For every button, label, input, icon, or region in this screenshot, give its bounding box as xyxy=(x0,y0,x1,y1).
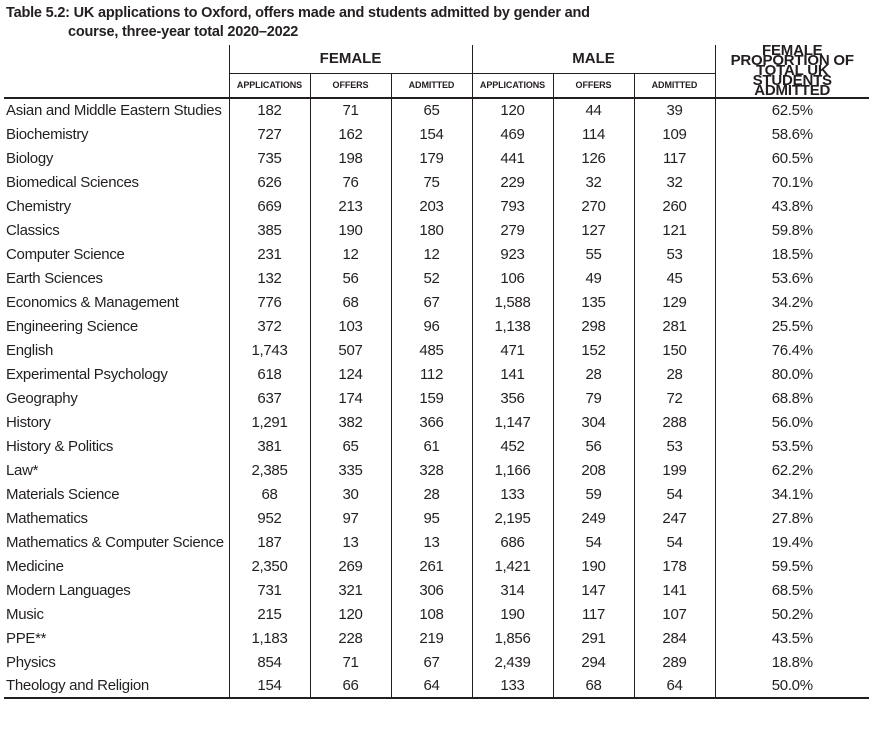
male-applications-cell: 106 xyxy=(472,266,553,290)
male-applications-cell: 133 xyxy=(472,674,553,698)
course-header xyxy=(4,73,229,98)
female-applications-cell: 1,183 xyxy=(229,626,310,650)
male-offers-cell: 249 xyxy=(553,506,634,530)
female-offers-cell: 213 xyxy=(310,194,391,218)
male-offers-cell: 304 xyxy=(553,410,634,434)
course-cell: Experimental Psychology xyxy=(6,365,168,383)
female-admitted-cell: 108 xyxy=(391,602,472,626)
male-admitted-cell: 117 xyxy=(634,146,715,170)
admissions-table xyxy=(4,42,869,699)
course-cell: Biochemistry xyxy=(6,125,89,143)
male-applications-cell: 190 xyxy=(472,602,553,626)
table-row xyxy=(4,194,869,218)
table-row xyxy=(4,482,869,506)
female-applications-cell: 2,385 xyxy=(229,458,310,482)
female-proportion-cell: 18.8% xyxy=(715,650,869,674)
male-offers-cell: 152 xyxy=(553,338,634,362)
table-row xyxy=(4,218,869,242)
table-title-line2: course, three-year total 2020–2022 xyxy=(68,24,299,40)
female-applications-cell: 952 xyxy=(229,506,310,530)
course-cell: Mathematics xyxy=(6,509,88,527)
table-row xyxy=(4,458,869,482)
female-applications-cell: 132 xyxy=(229,266,310,290)
male-offers-header: OFFERS xyxy=(553,73,634,98)
table-row xyxy=(4,386,869,410)
female-offers-cell: 68 xyxy=(310,290,391,314)
female-proportion-cell: 34.2% xyxy=(715,290,869,314)
male-applications-header: APPLICATIONS xyxy=(472,73,553,98)
male-admitted-cell: 247 xyxy=(634,506,715,530)
female-admitted-cell: 154 xyxy=(391,122,472,146)
male-applications-cell: 120 xyxy=(472,98,553,122)
female-applications-cell: 1,743 xyxy=(229,338,310,362)
female-admitted-cell: 112 xyxy=(391,362,472,386)
female-proportion-cell: 62.2% xyxy=(715,458,869,482)
male-admitted-cell: 72 xyxy=(634,386,715,410)
male-offers-cell: 68 xyxy=(553,674,634,698)
table-row xyxy=(4,242,869,266)
female-applications-cell: 2,350 xyxy=(229,554,310,578)
female-offers-cell: 120 xyxy=(310,602,391,626)
male-offers-cell: 55 xyxy=(553,242,634,266)
male-applications-cell: 1,421 xyxy=(472,554,553,578)
male-applications-cell: 1,588 xyxy=(472,290,553,314)
course-cell: Asian and Middle Eastern Studies xyxy=(6,102,222,119)
female-admitted-cell: 366 xyxy=(391,410,472,434)
male-admitted-cell: 45 xyxy=(634,266,715,290)
course-cell: Physics xyxy=(6,653,56,671)
female-proportion-cell: 60.5% xyxy=(715,146,869,170)
table-row xyxy=(4,314,869,338)
female-applications-cell: 735 xyxy=(229,146,310,170)
male-applications-cell: 1,138 xyxy=(472,314,553,338)
male-offers-cell: 126 xyxy=(553,146,634,170)
female-offers-cell: 13 xyxy=(310,530,391,554)
female-admitted-cell: 203 xyxy=(391,194,472,218)
female-proportion-cell: 50.2% xyxy=(715,602,869,626)
male-applications-cell: 452 xyxy=(472,434,553,458)
male-applications-cell: 2,195 xyxy=(472,506,553,530)
female-proportion-cell: 53.6% xyxy=(715,266,869,290)
male-applications-cell: 469 xyxy=(472,122,553,146)
male-offers-cell: 79 xyxy=(553,386,634,410)
female-proportion-cell: 27.8% xyxy=(715,506,869,530)
table-row xyxy=(4,674,869,698)
female-offers-cell: 103 xyxy=(310,314,391,338)
female-applications-cell: 727 xyxy=(229,122,310,146)
female-admitted-cell: 28 xyxy=(391,482,472,506)
course-cell: Biology xyxy=(6,149,54,167)
course-header-blank xyxy=(4,45,229,73)
course-cell: Geography xyxy=(6,389,78,407)
male-admitted-cell: 260 xyxy=(634,194,715,218)
male-admitted-cell: 121 xyxy=(634,218,715,242)
male-applications-cell: 1,147 xyxy=(472,410,553,434)
male-offers-cell: 291 xyxy=(553,626,634,650)
female-proportion-cell: 43.8% xyxy=(715,194,869,218)
table-row xyxy=(4,146,869,170)
female-offers-cell: 198 xyxy=(310,146,391,170)
female-offers-cell: 124 xyxy=(310,362,391,386)
female-proportion-cell: 43.5% xyxy=(715,626,869,650)
female-proportion-cell: 18.5% xyxy=(715,242,869,266)
table-row xyxy=(4,578,869,602)
female-proportion-cell: 70.1% xyxy=(715,170,869,194)
male-offers-cell: 114 xyxy=(553,122,634,146)
male-applications-cell: 229 xyxy=(472,170,553,194)
female-applications-cell: 731 xyxy=(229,578,310,602)
table-title-line1: Table 5.2: UK applications to Oxford, offers made and students admitted by gender and xyxy=(6,5,590,21)
course-cell: Modern Languages xyxy=(6,581,131,599)
female-applications-cell: 626 xyxy=(229,170,310,194)
male-applications-cell: 133 xyxy=(472,482,553,506)
female-applications-cell: 385 xyxy=(229,218,310,242)
female-admitted-cell: 52 xyxy=(391,266,472,290)
table-row xyxy=(4,650,869,674)
male-applications-cell: 356 xyxy=(472,386,553,410)
female-applications-cell: 231 xyxy=(229,242,310,266)
course-cell: Medicine xyxy=(6,557,64,575)
male-offers-cell: 294 xyxy=(553,650,634,674)
male-admitted-cell: 32 xyxy=(634,170,715,194)
female-applications-cell: 776 xyxy=(229,290,310,314)
course-cell: Chemistry xyxy=(6,197,71,215)
female-admitted-cell: 179 xyxy=(391,146,472,170)
table-row xyxy=(4,98,869,122)
female-proportion-cell: 59.5% xyxy=(715,554,869,578)
female-admitted-cell: 75 xyxy=(391,170,472,194)
female-offers-cell: 71 xyxy=(310,98,391,122)
male-offers-cell: 117 xyxy=(553,602,634,626)
female-offers-cell: 228 xyxy=(310,626,391,650)
female-offers-cell: 335 xyxy=(310,458,391,482)
table-row xyxy=(4,266,869,290)
male-admitted-cell: 64 xyxy=(634,674,715,698)
male-admitted-cell: 284 xyxy=(634,626,715,650)
male-admitted-cell: 289 xyxy=(634,650,715,674)
female-admitted-cell: 306 xyxy=(391,578,472,602)
female-offers-cell: 65 xyxy=(310,434,391,458)
male-offers-cell: 28 xyxy=(553,362,634,386)
female-applications-cell: 154 xyxy=(229,674,310,698)
female-offers-cell: 269 xyxy=(310,554,391,578)
male-applications-cell: 1,856 xyxy=(472,626,553,650)
male-admitted-cell: 54 xyxy=(634,482,715,506)
course-cell: Earth Sciences xyxy=(6,269,103,287)
male-admitted-cell: 107 xyxy=(634,602,715,626)
course-cell: Theology and Religion xyxy=(4,674,229,698)
female-offers-cell: 174 xyxy=(310,386,391,410)
male-group-header: MALE xyxy=(472,45,715,73)
table-row xyxy=(4,338,869,362)
female-applications-cell: 1,291 xyxy=(229,410,310,434)
female-admitted-cell: 180 xyxy=(391,218,472,242)
female-applications-header: APPLICATIONS xyxy=(229,73,310,98)
female-proportion-cell: 58.6% xyxy=(715,122,869,146)
female-proportion-cell: 76.4% xyxy=(715,338,869,362)
female-admitted-cell: 96 xyxy=(391,314,472,338)
female-proportion-cell: 59.8% xyxy=(715,218,869,242)
female-applications-cell: 669 xyxy=(229,194,310,218)
female-applications-cell: 381 xyxy=(229,434,310,458)
female-proportion-cell: 80.0% xyxy=(715,362,869,386)
female-admitted-cell: 61 xyxy=(391,434,472,458)
female-admitted-cell: 13 xyxy=(391,530,472,554)
female-offers-cell: 321 xyxy=(310,578,391,602)
male-offers-cell: 44 xyxy=(553,98,634,122)
course-cell: Biomedical Sciences xyxy=(6,173,139,191)
female-proportion-cell: 25.5% xyxy=(715,314,869,338)
male-admitted-cell: 141 xyxy=(634,578,715,602)
male-admitted-cell: 28 xyxy=(634,362,715,386)
course-cell: Computer Science xyxy=(6,245,125,263)
male-admitted-cell: 53 xyxy=(634,242,715,266)
female-admitted-cell: 67 xyxy=(391,650,472,674)
table-row xyxy=(4,554,869,578)
female-proportion-cell: 34.1% xyxy=(715,482,869,506)
female-offers-header: OFFERS xyxy=(310,73,391,98)
female-applications-cell: 372 xyxy=(229,314,310,338)
male-admitted-cell: 129 xyxy=(634,290,715,314)
female-applications-cell: 854 xyxy=(229,650,310,674)
female-admitted-cell: 65 xyxy=(391,98,472,122)
course-cell: Classics xyxy=(6,221,60,239)
male-applications-cell: 1,166 xyxy=(472,458,553,482)
female-offers-cell: 382 xyxy=(310,410,391,434)
female-applications-cell: 215 xyxy=(229,602,310,626)
female-offers-cell: 507 xyxy=(310,338,391,362)
male-admitted-cell: 109 xyxy=(634,122,715,146)
male-offers-cell: 208 xyxy=(553,458,634,482)
male-offers-cell: 59 xyxy=(553,482,634,506)
male-admitted-cell: 54 xyxy=(634,530,715,554)
male-applications-cell: 2,439 xyxy=(472,650,553,674)
female-admitted-cell: 328 xyxy=(391,458,472,482)
group-header-row xyxy=(4,45,869,73)
male-offers-cell: 270 xyxy=(553,194,634,218)
male-admitted-cell: 288 xyxy=(634,410,715,434)
table-row xyxy=(4,290,869,314)
female-proportion-cell: 68.8% xyxy=(715,386,869,410)
female-admitted-cell: 485 xyxy=(391,338,472,362)
male-admitted-cell: 178 xyxy=(634,554,715,578)
female-proportion-cell: 56.0% xyxy=(715,410,869,434)
male-admitted-cell: 53 xyxy=(634,434,715,458)
female-applications-cell: 68 xyxy=(229,482,310,506)
male-admitted-cell: 199 xyxy=(634,458,715,482)
course-cell: History xyxy=(6,413,51,431)
course-cell: History & Politics xyxy=(6,437,114,455)
female-admitted-header: ADMITTED xyxy=(391,73,472,98)
female-proportion-cell: 19.4% xyxy=(715,530,869,554)
male-offers-cell: 127 xyxy=(553,218,634,242)
female-offers-cell: 56 xyxy=(310,266,391,290)
table-row xyxy=(4,434,869,458)
male-applications-cell: 279 xyxy=(472,218,553,242)
male-applications-cell: 686 xyxy=(472,530,553,554)
table-row xyxy=(4,170,869,194)
female-proportion-cell: 53.5% xyxy=(715,434,869,458)
female-admitted-cell: 12 xyxy=(391,242,472,266)
female-proportion-cell: 62.5% xyxy=(715,98,869,122)
male-offers-cell: 54 xyxy=(553,530,634,554)
course-cell: PPE** xyxy=(6,629,47,647)
male-applications-cell: 793 xyxy=(472,194,553,218)
male-applications-cell: 141 xyxy=(472,362,553,386)
female-offers-cell: 71 xyxy=(310,650,391,674)
male-offers-cell: 135 xyxy=(553,290,634,314)
female-proportion-cell: 68.5% xyxy=(715,578,869,602)
table-row xyxy=(4,506,869,530)
table-row xyxy=(4,602,869,626)
male-admitted-cell: 281 xyxy=(634,314,715,338)
female-admitted-cell: 261 xyxy=(391,554,472,578)
female-offers-cell: 66 xyxy=(310,674,391,698)
female-applications-cell: 182 xyxy=(229,98,310,122)
female-offers-cell: 30 xyxy=(310,482,391,506)
female-proportion-cell: 50.0% xyxy=(715,674,869,698)
female-admitted-cell: 95 xyxy=(391,506,472,530)
female-admitted-cell: 67 xyxy=(391,290,472,314)
female-admitted-cell: 219 xyxy=(391,626,472,650)
male-offers-cell: 32 xyxy=(553,170,634,194)
male-offers-cell: 190 xyxy=(553,554,634,578)
female-offers-cell: 162 xyxy=(310,122,391,146)
course-cell: English xyxy=(6,341,54,359)
female-applications-cell: 187 xyxy=(229,530,310,554)
table-row xyxy=(4,362,869,386)
male-applications-cell: 314 xyxy=(472,578,553,602)
male-offers-cell: 56 xyxy=(553,434,634,458)
male-applications-cell: 441 xyxy=(472,146,553,170)
course-cell: Music xyxy=(6,605,44,623)
female-offers-cell: 12 xyxy=(310,242,391,266)
male-applications-cell: 471 xyxy=(472,338,553,362)
female-offers-cell: 97 xyxy=(310,506,391,530)
male-admitted-header: ADMITTED xyxy=(634,73,715,98)
table-title xyxy=(6,4,606,42)
male-admitted-cell: 150 xyxy=(634,338,715,362)
course-cell: Law* xyxy=(6,461,39,479)
course-cell: Economics & Management xyxy=(6,293,179,311)
female-applications-cell: 637 xyxy=(229,386,310,410)
table-body xyxy=(4,98,869,698)
female-admitted-cell: 159 xyxy=(391,386,472,410)
male-admitted-cell: 39 xyxy=(634,98,715,122)
course-cell: Mathematics & Computer Science xyxy=(6,533,224,551)
male-offers-cell: 298 xyxy=(553,314,634,338)
table-row xyxy=(4,530,869,554)
female-offers-cell: 76 xyxy=(310,170,391,194)
female-proportion-header: FEMALE PROPORTION OF TOTAL UK STUDENTS ADMITTED xyxy=(715,45,869,98)
female-offers-cell: 190 xyxy=(310,218,391,242)
male-offers-cell: 147 xyxy=(553,578,634,602)
female-group-header: FEMALE xyxy=(229,45,472,73)
course-cell: Engineering Science xyxy=(6,317,138,335)
table-row xyxy=(4,122,869,146)
table-row xyxy=(4,626,869,650)
female-admitted-cell: 64 xyxy=(391,674,472,698)
male-applications-cell: 923 xyxy=(472,242,553,266)
table-row xyxy=(4,410,869,434)
female-applications-cell: 618 xyxy=(229,362,310,386)
male-offers-cell: 49 xyxy=(553,266,634,290)
course-cell: Materials Science xyxy=(6,485,120,503)
